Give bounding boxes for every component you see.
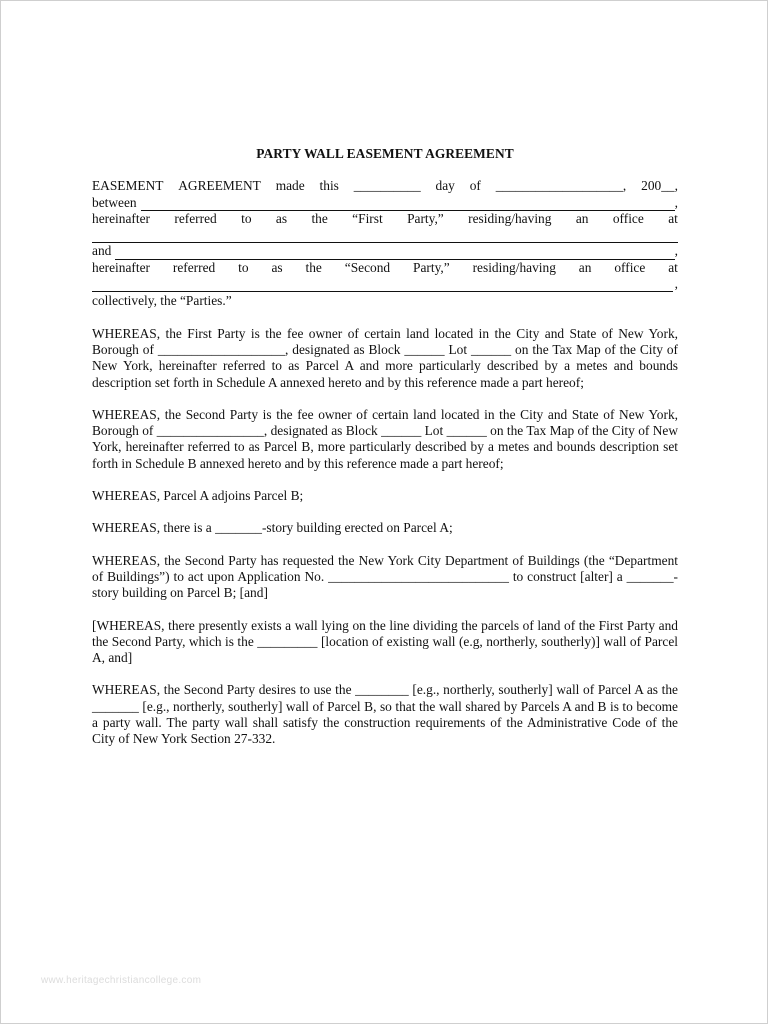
parties-definition: collectively, the “Parties.” [92, 293, 232, 309]
intro-word: office [612, 210, 644, 226]
intro-word: EASEMENT [92, 178, 164, 194]
and-label: and [92, 243, 112, 259]
intro-line-7 [92, 276, 678, 292]
whereas-paragraph: [WHEREAS, there presently exists a wall lying on the line dividing the parcels of land of the First Party and the Second Party, which is the _________ [location of existing wall (e.g, northerly, southerly)] wall of Parcel A, and] [92, 617, 678, 666]
intro-word: day [435, 178, 455, 194]
intro-word: made [275, 178, 305, 194]
intro-word: at [668, 259, 678, 275]
intro-word: the [305, 259, 322, 275]
whereas-paragraph: WHEREAS, Parcel A adjoins Parcel B; [92, 488, 304, 504]
fill-in-rule [92, 279, 673, 292]
intro-word: Party,” [413, 259, 450, 275]
whereas-paragraph: WHEREAS, the First Party is the fee owner of certain land located in the City and State of New York, Borough of ___________________, designated as Block ______ Lot ______ on the Tax Map of the City of New York, hereinafter referred to as Parcel A and more particularly described by a metes and bounds description set forth in Schedule A annexed hereto and by this reference made a part hereof; [92, 325, 678, 390]
intro-word: as [275, 210, 288, 226]
intro-word: of [469, 178, 481, 194]
intro-word: “First [352, 210, 383, 226]
intro-word: at [668, 210, 678, 226]
intro-blank: ___________________, [495, 178, 627, 194]
intro-line-5 [92, 243, 678, 259]
whereas-paragraph: WHEREAS, the Second Party desires to use the ________ [e.g., northerly, southerly] wall of Parcel A as the _______ [e.g., northerly, southerly] wall of Parcel B, so that the wall shared by Parcels A and B is to become a party wall. The party wall shall satisfy the construction requirements of the Administrative Code of the City of New York Section 27-332. [92, 682, 678, 747]
intro-word: an [578, 259, 592, 275]
intro-word: hereinafter [92, 259, 150, 275]
intro-word: hereinafter [92, 210, 150, 226]
line-end-comma: , [674, 276, 678, 292]
whereas-paragraph: WHEREAS, the Second Party has requested the New York City Department of Buildings (the “Department of Buildings”) to act upon Application No. ___________________________ to construct [alter] a _______-story building on Parcel B; [and] [92, 552, 678, 601]
intro-word: this [319, 178, 339, 194]
intro-word: residing/having [472, 259, 556, 275]
between-label: between [92, 194, 137, 210]
intro-word: 200__, [641, 178, 678, 194]
line-end-comma: , [674, 243, 678, 259]
document-body [92, 146, 678, 748]
intro-word: an [575, 210, 589, 226]
intro-block [92, 178, 678, 309]
intro-word: AGREEMENT [178, 178, 261, 194]
intro-blank: __________ [353, 178, 421, 194]
intro-word: office [614, 259, 646, 275]
intro-word: referred [172, 259, 216, 275]
intro-line-1 [92, 178, 678, 194]
intro-line-6 [92, 260, 678, 276]
intro-word: the [311, 210, 328, 226]
whereas-paragraph: WHEREAS, there is a _______-story building erected on Parcel A; [92, 520, 453, 536]
watermark: www.heritagechristiancollege.com [41, 975, 202, 986]
fill-in-rule [141, 198, 675, 211]
intro-word: residing/having [468, 210, 552, 226]
intro-line-4 [92, 227, 678, 243]
intro-word: “Second [344, 259, 391, 275]
intro-word: referred [174, 210, 217, 226]
fill-in-rule [92, 230, 678, 243]
intro-word: to [241, 210, 252, 226]
line-end-comma: , [674, 194, 678, 210]
intro-word: Party,” [407, 210, 444, 226]
intro-word: as [271, 259, 283, 275]
intro-line-3 [92, 211, 678, 227]
intro-line-2 [92, 195, 678, 211]
whereas-paragraph: WHEREAS, the Second Party is the fee owner of certain land located in the City and State of New York, Borough of ________________, designated as Block ______ Lot ______ on the Tax Map of the City of New York, hereinafter referred to as Parcel B, more particularly described by a metes and bounds description set forth in Schedule B annexed hereto and by this reference made a part hereof; [92, 406, 678, 471]
intro-word: to [238, 259, 249, 275]
document-title: PARTY WALL EASEMENT AGREEMENT [256, 146, 514, 161]
fill-in-rule [115, 247, 674, 260]
